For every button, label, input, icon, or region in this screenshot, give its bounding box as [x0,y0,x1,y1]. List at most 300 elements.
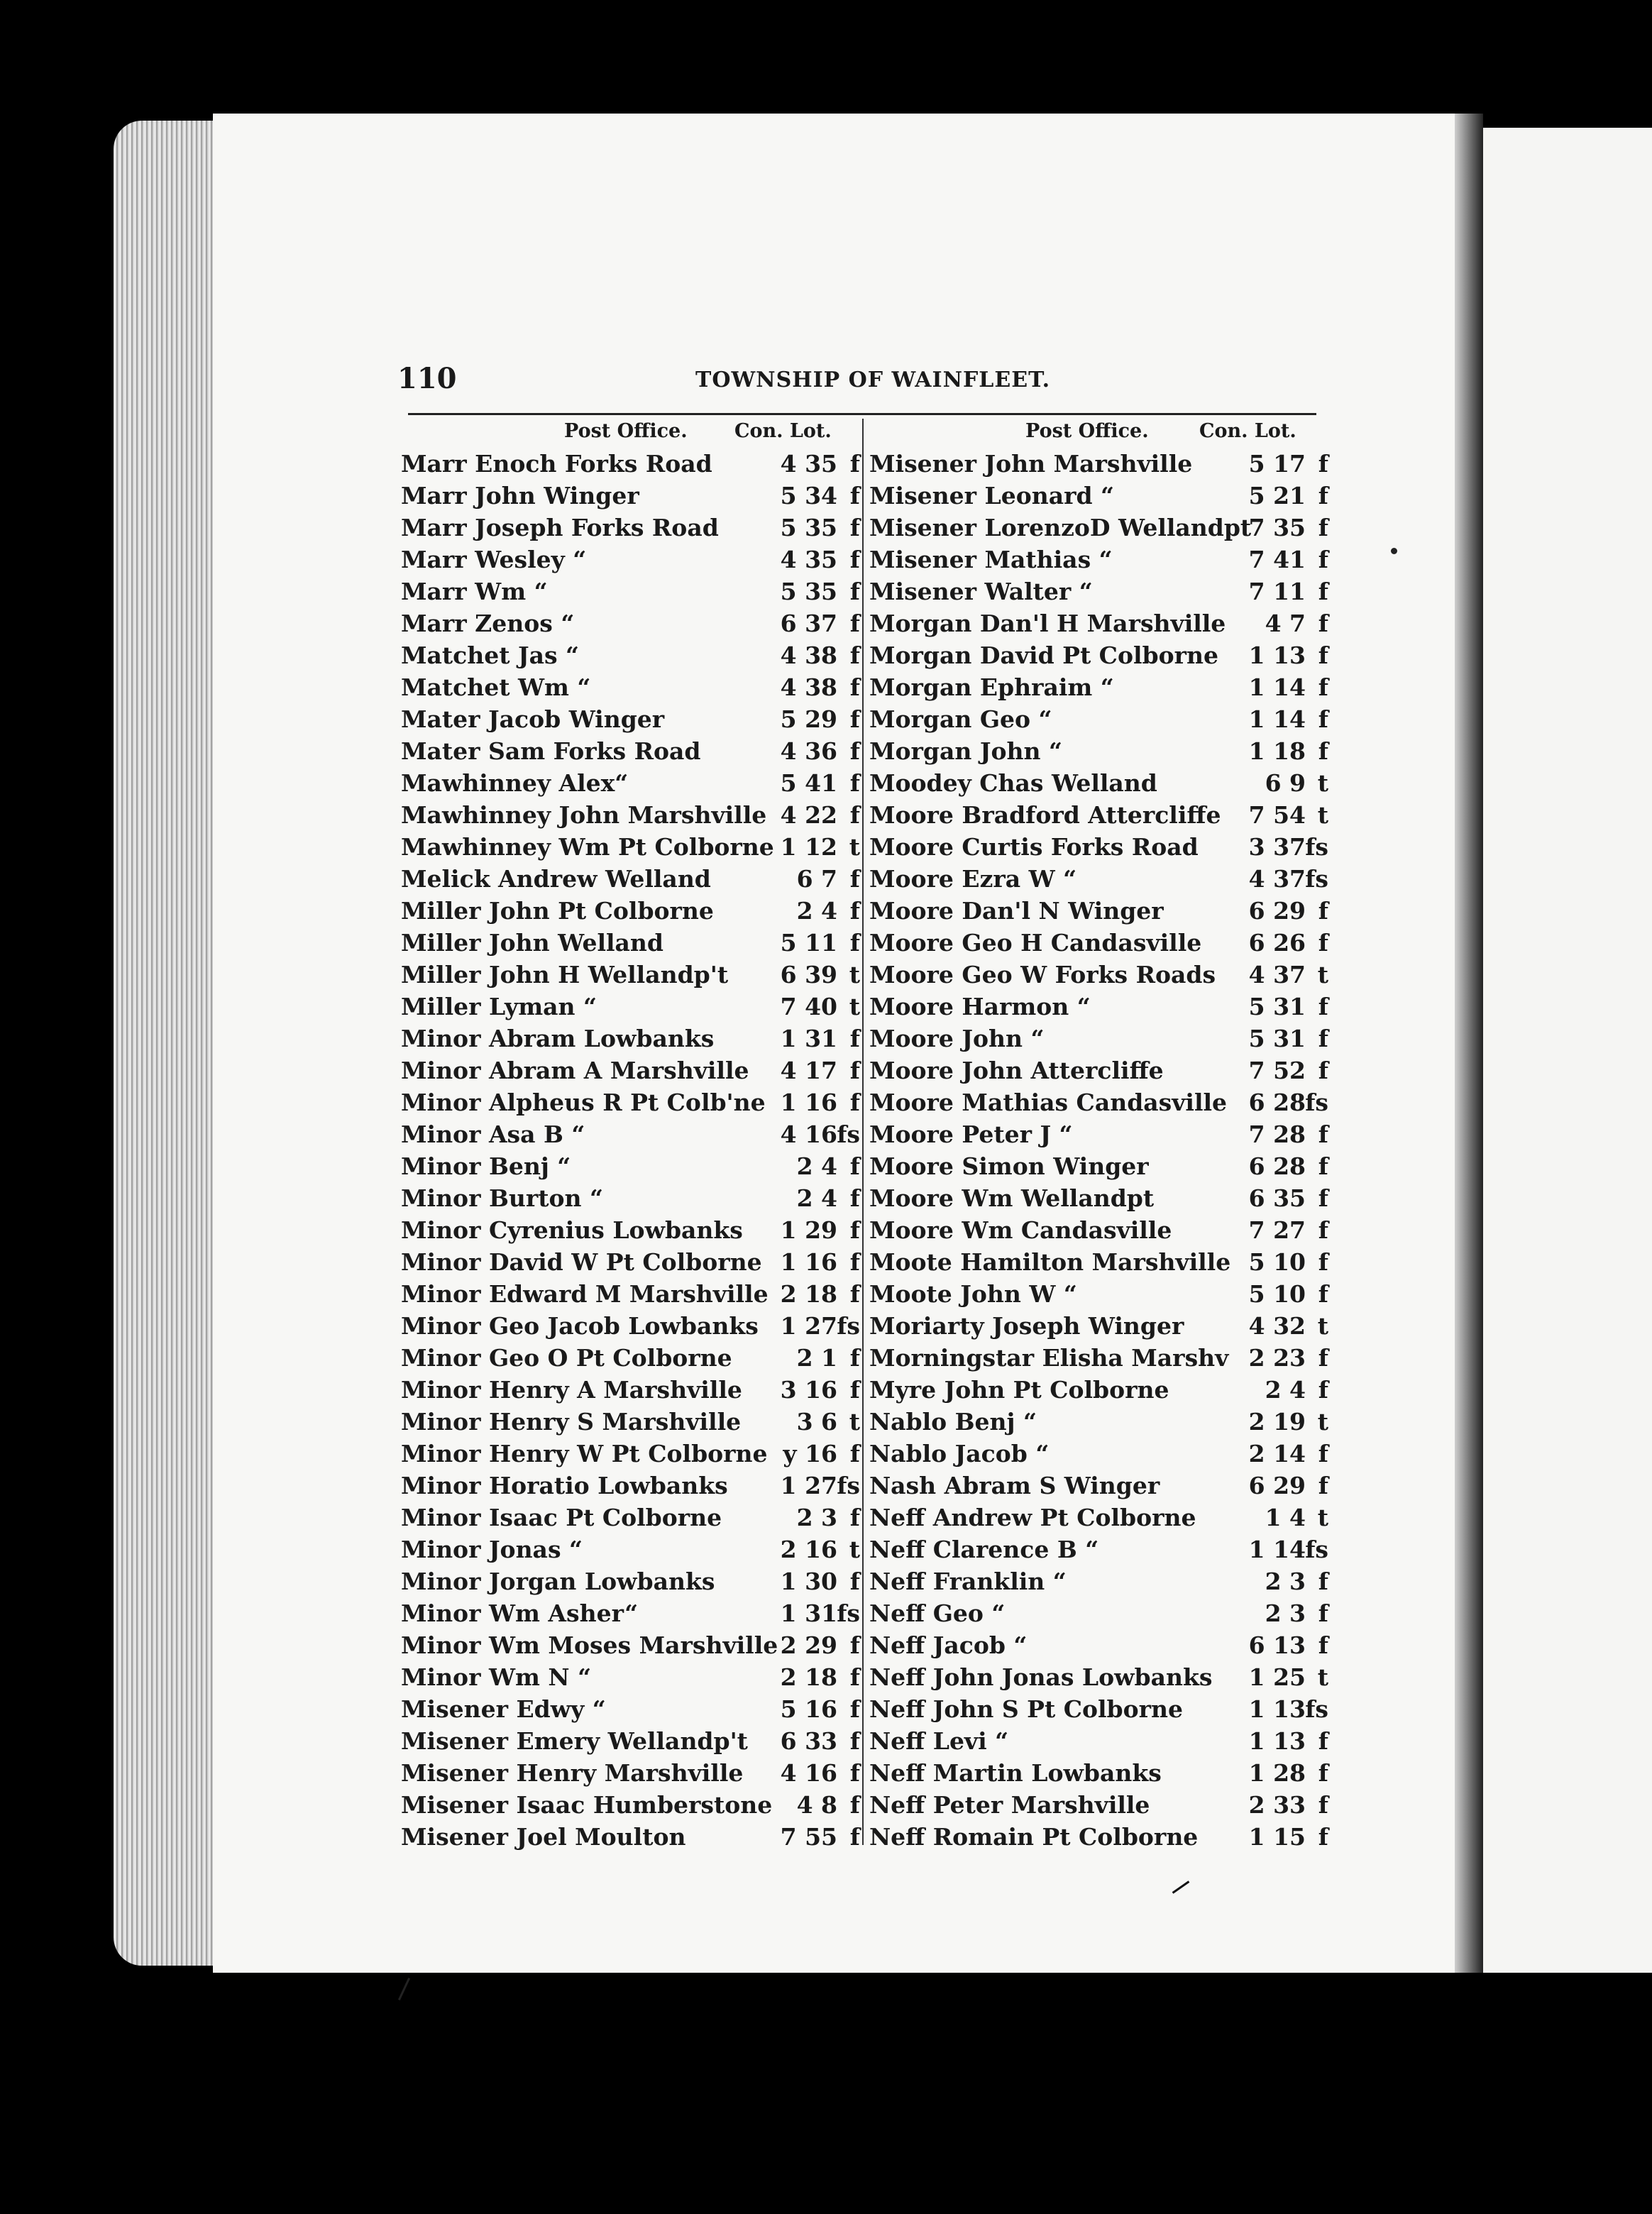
list-item [401,447,866,479]
entry-name: Moriarty Joseph Winger [869,1312,1184,1340]
entry-con-lot: 5 35 [780,578,837,605]
entry-con-lot: 4 36 [780,737,837,765]
entry-tenure: f [849,610,860,637]
entry-tenure: f [1318,1184,1328,1212]
book-gutter [1455,114,1483,1973]
list-item [401,1533,866,1565]
entry-name: Minor Wm N “ [401,1663,592,1691]
entry-con-lot: 1 13 [1248,1727,1306,1755]
entry-tenure: f [1318,897,1328,925]
entry-name: Matchet Wm “ [401,673,591,701]
list-item [401,607,866,639]
entry-con-lot: 3 16 [780,1376,837,1404]
list-item [869,639,1334,671]
entry-name: Neff Clarence B “ [869,1536,1099,1563]
entry-name: Moore John Attercliffe [869,1057,1164,1084]
entry-tenure: f [849,1025,860,1052]
entry-name: Nablo Benj “ [869,1408,1037,1436]
entry-tenure: f [1318,1568,1328,1595]
post-office-heading: Post Office. [564,420,688,442]
entry-name: Marr Zenos “ [401,610,575,637]
entry-name: Moote John W “ [869,1280,1077,1308]
list-item [401,1788,866,1820]
entry-tenure: f [849,1152,860,1180]
entry-con-lot: 4 35 [780,546,837,573]
entry-con-lot: 7 28 [1248,1120,1306,1148]
entry-con-lot: 2 4 [1265,1376,1306,1404]
entry-con-lot: 5 41 [780,769,837,797]
list-item [869,1660,1334,1692]
entry-name: Misener Leonard “ [869,482,1115,510]
entry-name: Minor David W Pt Colborne [401,1248,762,1276]
column-divider [862,419,864,1845]
entry-tenure: fs [1305,1536,1328,1563]
entry-name: Mawhinney John Marshville [401,801,767,829]
entry-con-lot: 2 3 [796,1504,837,1531]
list-item [869,1533,1334,1565]
entry-tenure: f [1318,450,1328,478]
list-item [401,1245,866,1277]
entry-name: Moore Curtis Forks Road [869,833,1199,861]
right-entries [869,447,1334,1852]
entry-con-lot: 1 29 [780,1216,837,1244]
entry-name: Miller John Welland [401,929,663,957]
entry-con-lot: 6 28 [1248,1089,1306,1116]
entry-tenure: f [849,865,860,893]
entry-name: Neff Jacob “ [869,1631,1028,1659]
entry-name: Misener Joel Moulton [401,1823,686,1851]
entry-tenure: f [849,929,860,957]
list-item [401,1565,866,1597]
entry-name: Moore Peter J “ [869,1120,1073,1148]
entry-con-lot: 6 28 [1248,1152,1306,1180]
list-item [869,1277,1334,1309]
list-item [869,1756,1334,1788]
entry-name: Moore John “ [869,1025,1045,1052]
list-item [869,1341,1334,1373]
entry-tenure: fs [1305,833,1328,861]
entry-name: Minor Jorgan Lowbanks [401,1568,715,1595]
list-item [869,543,1334,575]
right-column [869,419,1334,1852]
entry-con-lot: 1 13 [1248,1695,1306,1723]
entry-con-lot: 7 27 [1248,1216,1306,1244]
list-item [869,1565,1334,1597]
list-item [869,1182,1334,1213]
book-page-edges [114,121,220,1966]
entry-con-lot: 4 35 [780,450,837,478]
list-item [401,511,866,543]
entry-con-lot: 4 16 [780,1759,837,1787]
entry-name: Moore Geo W Forks Roads [869,961,1216,988]
list-item [869,990,1334,1022]
entry-tenure: f [1318,673,1328,701]
entry-tenure: f [1318,1823,1328,1851]
entry-name: Neff Franklin “ [869,1568,1067,1595]
entry-tenure: t [849,1536,860,1563]
entry-con-lot: 2 3 [1265,1568,1306,1595]
entry-tenure: f [849,514,860,541]
page-number: 110 [397,362,457,395]
list-item [401,958,866,990]
left-column-heading [401,419,866,447]
entry-name: Marr John Winger [401,482,639,510]
entry-tenure: f [1318,578,1328,605]
entry-con-lot: 6 7 [796,865,837,893]
entry-tenure: f [849,1727,860,1755]
entry-name: Misener LorenzoD Wellandpt [869,514,1252,541]
page-header [397,362,1327,404]
entry-name: Moodey Chas Welland [869,769,1157,797]
list-item [401,1277,866,1309]
entry-name: Neff Peter Marshville [869,1791,1150,1819]
entry-tenure: f [1318,1376,1328,1404]
entry-name: Misener John Marshville [869,450,1193,478]
entry-name: Morgan Ephraim “ [869,673,1114,701]
post-office-heading: Post Office. [1025,420,1149,442]
list-item [869,1373,1334,1405]
entry-con-lot: 4 37 [1248,865,1306,893]
entry-tenure: t [1317,1663,1328,1691]
entry-con-lot: 4 17 [780,1057,837,1084]
entry-tenure: f [849,801,860,829]
entry-name: Minor Benj “ [401,1152,571,1180]
list-item [401,990,866,1022]
entry-name: Neff Martin Lowbanks [869,1759,1162,1787]
entry-con-lot: 1 31 [780,1599,837,1627]
entry-con-lot: 6 29 [1248,1472,1306,1499]
entry-name: Minor Edward M Marshville [401,1280,769,1308]
list-item [401,926,866,958]
list-item [869,1150,1334,1182]
entry-name: Minor Abram A Marshville [401,1057,749,1084]
list-item [869,894,1334,926]
entry-con-lot: 6 29 [1248,897,1306,925]
list-item [401,1820,866,1852]
entry-name: Marr Wm “ [401,578,548,605]
entry-name: Moote Hamilton Marshville [869,1248,1231,1276]
list-item [869,1022,1334,1054]
entry-name: Morgan Dan'l H Marshville [869,610,1226,637]
entry-tenure: fs [1305,865,1328,893]
entry-con-lot: 2 33 [1248,1791,1306,1819]
entry-tenure: f [849,578,860,605]
entry-name: Misener Edwy “ [401,1695,606,1723]
entry-con-lot: 1 13 [1248,641,1306,669]
entry-con-lot: 1 27 [780,1472,837,1499]
list-item [401,1054,866,1086]
entry-tenure: f [1318,546,1328,573]
list-item [401,862,866,894]
list-item [869,1245,1334,1277]
entry-tenure: f [1318,482,1328,510]
entry-name: Misener Isaac Humberstone [401,1791,773,1819]
list-item [401,1501,866,1533]
entry-name: Minor Wm Moses Marshville [401,1631,778,1659]
entry-name: Moore Ezra W “ [869,865,1077,893]
entry-con-lot: 1 14 [1248,705,1306,733]
list-item [401,1660,866,1692]
entry-tenure: f [849,1280,860,1308]
entry-name: Melick Andrew Welland [401,865,711,893]
facing-page [1483,128,1652,1973]
list-item [869,1597,1334,1629]
list-item [401,575,866,607]
entry-name: Neff John Jonas Lowbanks [869,1663,1213,1691]
entry-con-lot: 1 30 [780,1568,837,1595]
entry-con-lot: 1 16 [780,1089,837,1116]
entry-con-lot: 4 37 [1248,961,1306,988]
entry-con-lot: 1 31 [780,1025,837,1052]
entry-name: Matchet Jas “ [401,641,580,669]
entry-tenure: fs [837,1472,860,1499]
list-item [401,1597,866,1629]
ink-dot [1391,548,1397,554]
entry-con-lot: 6 37 [780,610,837,637]
entry-tenure: f [1318,1791,1328,1819]
entry-con-lot: 5 11 [780,929,837,957]
entry-name: Marr Wesley “ [401,546,587,573]
entry-con-lot: 5 16 [780,1695,837,1723]
entry-tenure: t [849,961,860,988]
entry-name: Neff Levi “ [869,1727,1009,1755]
entry-con-lot: 2 18 [780,1280,837,1308]
entry-con-lot: 4 32 [1248,1312,1306,1340]
entry-con-lot: 1 14 [1248,673,1306,701]
list-item [401,1150,866,1182]
list-item [869,734,1334,766]
list-item [401,1437,866,1469]
entry-tenure: f [1318,1025,1328,1052]
entry-con-lot: 3 6 [796,1408,837,1436]
list-item [401,1341,866,1373]
list-item [401,1182,866,1213]
entry-name: Moore Harmon “ [869,993,1091,1020]
entry-name: Neff Andrew Pt Colborne [869,1504,1196,1531]
entry-con-lot: y 16 [783,1440,837,1467]
entry-con-lot: 1 14 [1248,1536,1306,1563]
entry-tenure: f [1318,1057,1328,1084]
entry-con-lot: 4 38 [780,673,837,701]
entry-name: Misener Emery Wellandp't [401,1727,748,1755]
entry-tenure: t [849,833,860,861]
entry-con-lot: 6 39 [780,961,837,988]
entry-tenure: t [1317,1312,1328,1340]
entry-name: Minor Geo Jacob Lowbanks [401,1312,759,1340]
list-item [869,447,1334,479]
entry-con-lot: 5 35 [780,514,837,541]
entry-tenure: f [1318,1344,1328,1372]
entry-con-lot: 5 21 [1248,482,1306,510]
list-item [869,1501,1334,1533]
entry-tenure: fs [837,1599,860,1627]
entry-name: Mawhinney Wm Pt Colborne [401,833,774,861]
list-item [401,798,866,830]
list-item [869,479,1334,511]
entry-tenure: t [1317,961,1328,988]
entry-tenure: f [849,1184,860,1212]
entry-name: Minor Isaac Pt Colborne [401,1504,722,1531]
entry-tenure: t [1317,1408,1328,1436]
list-item [401,543,866,575]
list-item [869,1086,1334,1118]
entry-con-lot: 2 4 [796,897,837,925]
entry-tenure: f [849,1248,860,1276]
entry-tenure: f [849,1504,860,1531]
entry-con-lot: 7 52 [1248,1057,1306,1084]
list-item [869,1309,1334,1341]
entry-con-lot: 1 16 [780,1248,837,1276]
header-rule [408,413,1316,415]
list-item [869,766,1334,798]
entry-name: Misener Henry Marshville [401,1759,744,1787]
entry-tenure: f [1318,1152,1328,1180]
entry-name: Minor Henry W Pt Colborne [401,1440,768,1467]
entry-tenure: f [1318,1472,1328,1499]
list-item [401,766,866,798]
entry-name: Moore Simon Winger [869,1152,1149,1180]
entry-name: Morgan Geo “ [869,705,1052,733]
entry-tenure: f [1318,929,1328,957]
entry-tenure: f [1318,1759,1328,1787]
entry-name: Morgan David Pt Colborne [869,641,1218,669]
entry-tenure: f [849,897,860,925]
entry-con-lot: 1 15 [1248,1823,1306,1851]
entry-name: Nablo Jacob “ [869,1440,1050,1467]
entry-tenure: f [1318,514,1328,541]
entry-con-lot: 1 27 [780,1312,837,1340]
entry-name: Moore Dan'l N Winger [869,897,1164,925]
left-column [401,419,866,1852]
entry-name: Morningstar Elisha Marshv [869,1344,1229,1372]
entry-tenure: t [849,993,860,1020]
entry-tenure: f [849,705,860,733]
entry-name: Mawhinney Alex“ [401,769,629,797]
list-item [401,703,866,734]
entry-tenure: fs [837,1312,860,1340]
list-item [401,1118,866,1150]
list-item [869,1437,1334,1469]
list-item [869,1820,1334,1852]
entry-con-lot: 7 35 [1248,514,1306,541]
entry-con-lot: 2 19 [1248,1408,1306,1436]
entry-con-lot: 4 7 [1265,610,1306,637]
list-item [869,830,1334,862]
list-item [869,1054,1334,1086]
list-item [401,734,866,766]
entry-name: Minor Geo O Pt Colborne [401,1344,732,1372]
entry-tenure: f [849,1631,860,1659]
list-item [869,607,1334,639]
entry-con-lot: 6 26 [1248,929,1306,957]
list-item [869,958,1334,990]
list-item [401,1086,866,1118]
entry-name: Misener Mathias “ [869,546,1113,573]
list-item [869,1724,1334,1756]
entry-tenure: f [849,737,860,765]
entry-con-lot: 5 17 [1248,450,1306,478]
entry-con-lot: 5 10 [1248,1248,1306,1276]
entry-tenure: f [1318,1599,1328,1627]
entry-tenure: f [849,482,860,510]
entry-tenure: f [1318,610,1328,637]
entry-con-lot: 1 12 [780,833,837,861]
entry-name: Moore Wm Wellandpt [869,1184,1155,1212]
entry-con-lot: 1 25 [1248,1663,1306,1691]
entry-name: Miller John Pt Colborne [401,897,714,925]
entry-name: Minor Alpheus R Pt Colb'ne [401,1089,766,1116]
entry-con-lot: 1 28 [1248,1759,1306,1787]
list-item [401,894,866,926]
list-item [401,479,866,511]
entry-name: Miller John H Wellandp't [401,961,729,988]
entry-con-lot: 1 4 [1265,1504,1306,1531]
entry-con-lot: 6 9 [1265,769,1306,797]
entry-tenure: f [849,1057,860,1084]
entry-con-lot: 7 40 [780,993,837,1020]
list-item [869,798,1334,830]
entry-tenure: t [1317,801,1328,829]
entry-tenure: f [849,673,860,701]
entry-name: Minor Horatio Lowbanks [401,1472,728,1499]
entry-con-lot: 1 18 [1248,737,1306,765]
entry-con-lot: 5 10 [1248,1280,1306,1308]
entry-tenure: f [1318,1248,1328,1276]
entry-tenure: f [1318,737,1328,765]
entry-name: Neff Romain Pt Colborne [869,1823,1199,1851]
entry-name: Miller Lyman “ [401,993,597,1020]
pencil-mark [398,1978,410,2000]
entry-tenure: f [1318,993,1328,1020]
list-item [401,1629,866,1660]
list-item [401,1373,866,1405]
entry-con-lot: 6 35 [1248,1184,1306,1212]
entry-con-lot: 5 29 [780,705,837,733]
entry-tenure: f [849,641,860,669]
con-lot-heading: Con. Lot. [1199,420,1296,442]
list-item [869,926,1334,958]
list-item [401,1309,866,1341]
entry-tenure: f [1318,1216,1328,1244]
entry-con-lot: 6 13 [1248,1631,1306,1659]
entry-name: Marr Enoch Forks Road [401,450,712,478]
entry-name: Minor Henry S Marshville [401,1408,742,1436]
page-title: TOWNSHIP OF WAINFLEET. [695,368,1051,392]
entry-con-lot: 7 11 [1248,578,1306,605]
entry-name: Minor Burton “ [401,1184,603,1212]
entry-name: Moore Wm Candasville [869,1216,1172,1244]
entry-tenure: t [849,1408,860,1436]
list-item [401,1405,866,1437]
entry-tenure: t [1317,1504,1328,1531]
list-item [869,1692,1334,1724]
entry-tenure: f [849,1216,860,1244]
list-item [869,1118,1334,1150]
entry-con-lot: 5 34 [780,482,837,510]
left-entries [401,447,866,1852]
entry-con-lot: 3 37 [1248,833,1306,861]
entry-name: Moore Geo H Candasville [869,929,1202,957]
entry-name: Mater Sam Forks Road [401,737,701,765]
entry-name: Minor Henry A Marshville [401,1376,742,1404]
list-item [869,1788,1334,1820]
entry-tenure: f [849,1823,860,1851]
list-item [401,1469,866,1501]
list-item [401,830,866,862]
right-column-heading [869,419,1334,447]
con-lot-heading: Con. Lot. [734,420,832,442]
list-item [869,1213,1334,1245]
